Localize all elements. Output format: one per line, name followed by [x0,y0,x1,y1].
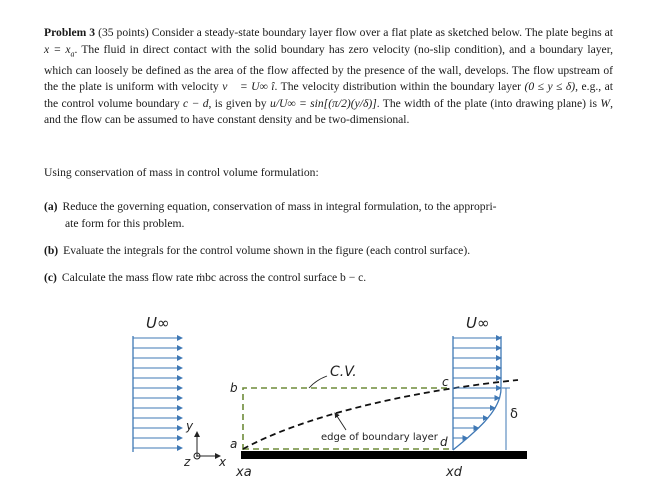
part-c-label: (c) [44,271,57,284]
axis-y-label: y [186,419,194,433]
problem-text-1: Consider a steady-state boundary layer flow over a flat plate as sketched below. The plate begins at [151,26,613,39]
cv-label: C.V. [330,364,357,380]
edge-label: edge of boundary layer [321,432,438,443]
part-a-line1: Reduce the governing equation, conservation of mass in integral formulation, to the appropri- [62,200,497,213]
problem-text-5: , is given by [208,96,270,110]
axis-x-label: x [219,455,227,469]
delta-label: δ [510,407,518,422]
part-c [44,270,613,287]
problem-text-6: . The width of the plate (into drawing plane) is [376,96,601,110]
boundary-cd: c − d [183,96,209,110]
xd-label: xd [446,465,462,479]
problem-statement [44,25,613,129]
point-a: a [230,437,238,451]
plate-start-sub: a [70,48,75,58]
problem-text-4: , e.g., at the control volume boundary [44,80,613,110]
point-c: c [442,375,449,389]
xa-label: xa [236,465,252,479]
problem-text-3: . The velocity distribution within the boundary layer [274,80,525,94]
velocity-eq: v⃗ = U∞ î [222,80,275,94]
problem-text-7: , and the flow can be assumed to have constant density and be two-dimensional. [44,96,613,127]
velocity-profile-eq: u/U∞ = sin[(π/2)(y/δ)] [269,96,377,110]
point-b: b [230,381,238,395]
u-inf-left-label: U∞ [146,314,170,332]
plate-start-eq: x = x [44,42,71,56]
part-a [44,199,613,232]
delta-indicator [502,388,510,450]
problem-text-2: . The fluid in direct contact with the solid boundary has zero velocity (no-slip condition), and a boundary layer, which can loosely be defined as the area of the flow affected by the presence of the wall, develops. The flow upstream of the the plate is uniform with velocity [44,42,613,94]
flat-plate [241,451,527,459]
axis-z-label: z [184,455,191,469]
range-eq: (0 ≤ y ≤ δ) [524,80,576,94]
width-symbol: W [600,96,611,110]
problem-points: (35 points) [98,26,149,39]
problem-label: Problem 3 [44,26,96,39]
u-inf-right-label: U∞ [466,314,490,332]
part-b-line1: Evaluate the integrals for the control volume shown in the figure (each control surface). [63,244,471,257]
part-a-label: (a) [44,200,58,213]
part-b-label: (b) [44,244,59,257]
left-inflow-profile [133,336,182,452]
right-outflow-profile [453,336,501,450]
boundary-layer-figure [0,300,666,479]
instruction: Using conservation of mass in control volume formulation: [44,166,319,179]
point-d: d [440,435,448,449]
part-c-line1: Calculate the mass flow rate ṁbc across the control surface b − c. [61,271,367,284]
axes-icon [194,432,220,459]
part-a-line2: ate form for this problem. [65,216,185,230]
part-b [44,243,613,260]
